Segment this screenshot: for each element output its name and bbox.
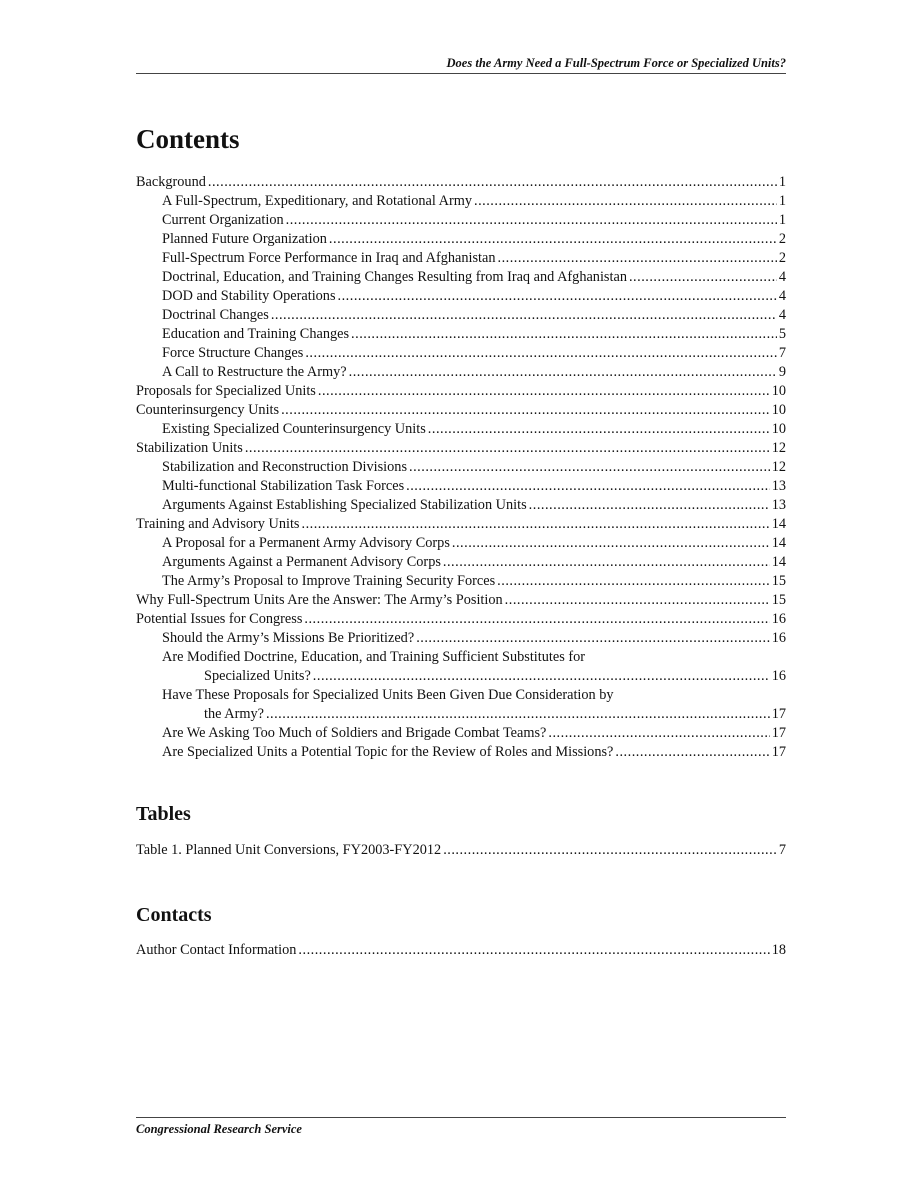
toc-page-number: 10	[771, 383, 786, 399]
dot-leader	[452, 534, 770, 553]
toc-page-number: 14	[771, 516, 786, 532]
toc-entry-background[interactable]	[136, 173, 786, 192]
toc-entry[interactable]	[136, 458, 786, 477]
toc-page-number: 4	[778, 307, 786, 323]
toc-entry[interactable]	[136, 192, 786, 211]
toc-entry[interactable]	[136, 724, 786, 743]
toc-page-number: 1	[778, 212, 786, 228]
toc-entry-title: A Full-Spectrum, Expeditionary, and Rotational Army	[162, 193, 472, 209]
toc-entry-title: Training and Advisory Units	[136, 516, 300, 532]
toc-entry[interactable]	[136, 534, 786, 553]
toc-page-number: 12	[771, 440, 786, 456]
dot-leader	[298, 941, 769, 960]
toc-entry-title: Are We Asking Too Much of Soldiers and Brigade Combat Teams?	[162, 725, 547, 741]
contact-entry-title: Author Contact Information	[136, 942, 297, 958]
toc-entry-title: Education and Training Changes	[162, 326, 350, 342]
toc-page-number: 12	[771, 459, 786, 475]
toc-entry[interactable]	[136, 230, 786, 249]
toc-entry-title: DOD and Stability Operations	[162, 288, 336, 304]
dot-leader	[304, 610, 769, 629]
toc-entry-multiline[interactable]	[136, 648, 786, 686]
contacts-section-title: Contacts	[136, 904, 212, 926]
tables-list	[136, 841, 786, 860]
toc-entry[interactable]	[136, 249, 786, 268]
toc-entry[interactable]	[136, 591, 786, 610]
dot-leader	[406, 477, 770, 496]
dot-leader	[443, 553, 770, 572]
toc-entry-title: Arguments Against a Permanent Advisory Corps	[162, 554, 441, 570]
toc-page-number: 16	[771, 630, 786, 646]
dot-leader	[318, 382, 770, 401]
toc-entry-title: Existing Specialized Counterinsurgency Units	[162, 421, 426, 437]
toc-page-number: 10	[771, 421, 786, 437]
toc-entry-title: Counterinsurgency Units	[136, 402, 280, 418]
page-footer: Congressional Research Service	[136, 1117, 786, 1137]
toc-page-number: 2	[778, 250, 786, 266]
dot-leader	[329, 230, 777, 249]
toc-entry-title: A Call to Restructure the Army?	[162, 364, 347, 380]
toc-page-number: 17	[771, 725, 786, 741]
toc-entry[interactable]	[136, 496, 786, 515]
toc-page-number: 2	[778, 231, 786, 247]
dot-leader	[281, 401, 770, 420]
toc-page-number: 16	[771, 668, 786, 684]
toc-entry[interactable]	[136, 401, 786, 420]
toc-page-number: 17	[771, 744, 786, 760]
toc-entry[interactable]	[136, 420, 786, 439]
dot-leader	[615, 743, 769, 762]
toc-entry-title: Full-Spectrum Force Performance in Iraq and Afghanistan	[162, 250, 496, 266]
toc-page-number: 5	[778, 326, 786, 342]
toc-page-number: 17	[771, 706, 786, 722]
toc-page-number: 1	[778, 193, 786, 209]
toc-entry[interactable]	[136, 306, 786, 325]
toc-page-number: 13	[771, 497, 786, 513]
toc-entry-title: Potential Issues for Congress	[136, 611, 303, 627]
dot-leader	[349, 363, 777, 382]
toc-entry-title: Current Organization	[162, 212, 284, 228]
toc-entry-title: Arguments Against Establishing Specialized Stabilization Units	[162, 497, 527, 513]
dot-leader	[313, 667, 770, 686]
toc-entry-title: Proposals for Specialized Units	[136, 383, 316, 399]
toc-page-number: 16	[771, 611, 786, 627]
toc-entry[interactable]	[136, 382, 786, 401]
dot-leader	[529, 496, 770, 515]
toc-entry-title: Force Structure Changes	[162, 345, 304, 361]
toc-entry[interactable]	[136, 610, 786, 629]
toc-entry[interactable]	[136, 629, 786, 648]
toc-page-number: 15	[771, 573, 786, 589]
toc-entry-title-line1: Are Modified Doctrine, Education, and Training Sufficient Substitutes for	[162, 649, 586, 665]
toc-entry[interactable]	[136, 287, 786, 306]
toc-page-number: 10	[771, 402, 786, 418]
toc-entry-title-line2: the Army?	[204, 706, 264, 722]
contact-entry[interactable]	[136, 941, 786, 960]
toc-page-number: 7	[778, 345, 786, 361]
toc-entry-title: The Army’s Proposal to Improve Training Security Forces	[162, 573, 496, 589]
toc-entry[interactable]	[136, 572, 786, 591]
dot-leader	[497, 572, 770, 591]
table-entry-page: 7	[778, 842, 786, 858]
toc-entry[interactable]	[136, 363, 786, 382]
toc-entry-title-line2: Specialized Units?	[204, 668, 311, 684]
toc-page-number: 9	[778, 364, 786, 380]
dot-leader	[428, 420, 770, 439]
toc-entry-title: Are Specialized Units a Potential Topic for the Review of Roles and Missions?	[162, 744, 614, 760]
toc-entry-title: Multi-functional Stabilization Task Forces	[162, 478, 405, 494]
dot-leader	[548, 724, 769, 743]
toc-entry[interactable]	[136, 477, 786, 496]
dot-leader	[286, 211, 777, 230]
dot-leader	[474, 192, 777, 211]
dot-leader	[498, 249, 777, 268]
toc-page-number: 4	[778, 269, 786, 285]
toc-page-number: 13	[771, 478, 786, 494]
table-entry-title: Table 1. Planned Unit Conversions, FY2003-FY2012	[136, 842, 442, 858]
toc-entry[interactable]	[136, 553, 786, 572]
toc-entry-title: Stabilization and Reconstruction Divisions	[162, 459, 408, 475]
dot-leader	[302, 515, 770, 534]
toc-entry[interactable]	[136, 344, 786, 363]
toc-page-number: 14	[771, 554, 786, 570]
toc-entry-title: Stabilization Units	[136, 440, 243, 456]
toc-entry-title: Should the Army’s Missions Be Prioritized?	[162, 630, 415, 646]
contacts-list	[136, 941, 786, 960]
toc-page-number: 4	[778, 288, 786, 304]
tables-section-title: Tables	[136, 803, 191, 825]
dot-leader	[409, 458, 770, 477]
dot-leader	[505, 591, 770, 610]
toc-entry-title: A Proposal for a Permanent Army Advisory Corps	[162, 535, 450, 551]
dot-leader	[443, 841, 777, 860]
running-header: Does the Army Need a Full-Spectrum Force or Specialized Units?	[136, 56, 786, 74]
table-entry[interactable]	[136, 841, 786, 860]
toc-entry-title-line1: Have These Proposals for Specialized Units Been Given Due Consideration by	[162, 687, 614, 703]
dot-leader	[266, 705, 770, 724]
toc-entry[interactable]	[136, 743, 786, 762]
table-of-contents	[136, 173, 786, 762]
dot-leader	[245, 439, 770, 458]
toc-entry-multiline[interactable]	[136, 686, 786, 724]
toc-entry-title: Doctrinal Changes	[162, 307, 269, 323]
dot-leader	[305, 344, 777, 363]
toc-page-number: 15	[771, 592, 786, 608]
dot-leader	[629, 268, 777, 287]
toc-entry-title: Planned Future Organization	[162, 231, 327, 247]
toc-entry[interactable]	[136, 211, 786, 230]
toc-entry-title: Why Full-Spectrum Units Are the Answer: The Army’s Position	[136, 592, 503, 608]
dot-leader	[208, 173, 777, 192]
toc-entry-title: Doctrinal, Education, and Training Changes Resulting from Iraq and Afghanistan	[162, 269, 627, 285]
dot-leader	[416, 629, 770, 648]
dot-leader	[271, 306, 777, 325]
toc-entry[interactable]	[136, 515, 786, 534]
toc-entry[interactable]	[136, 325, 786, 344]
toc-entry-title: Background	[136, 174, 206, 190]
dot-leader	[338, 287, 777, 306]
contact-entry-page: 18	[771, 942, 786, 958]
contents-title: Contents	[136, 124, 240, 154]
toc-page-number: 14	[771, 535, 786, 551]
dot-leader	[351, 325, 777, 344]
toc-entry[interactable]	[136, 268, 786, 287]
toc-page-number: 1	[778, 174, 786, 190]
toc-entry[interactable]	[136, 439, 786, 458]
